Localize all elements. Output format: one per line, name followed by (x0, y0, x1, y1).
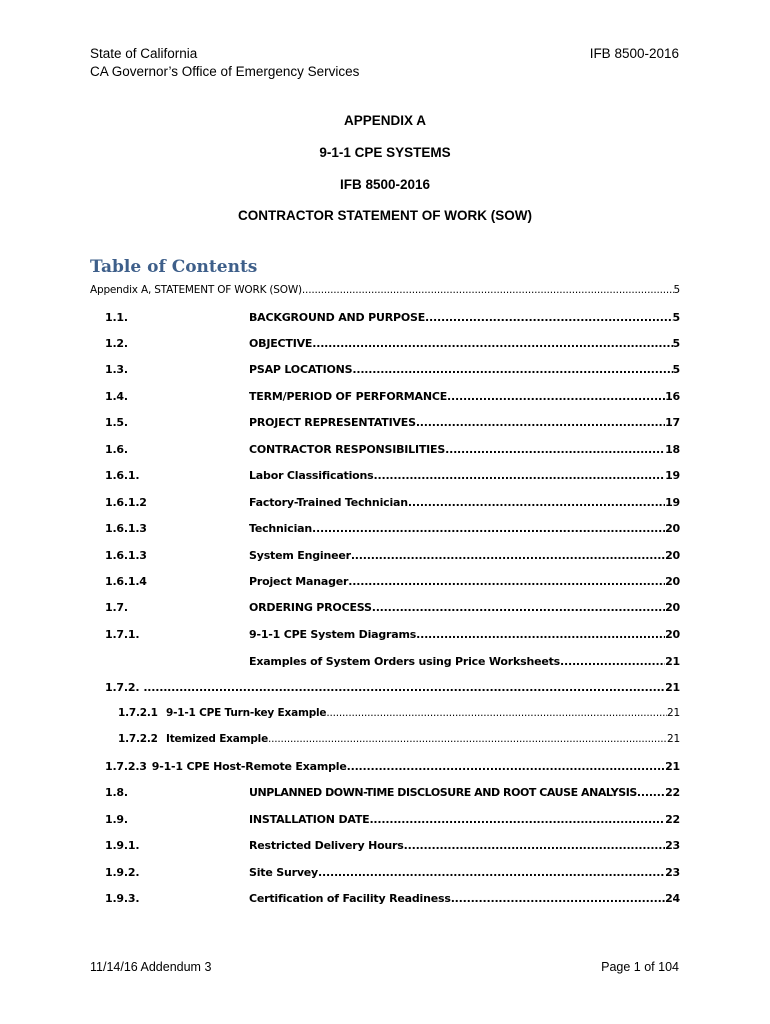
toc-entry[interactable] (105, 760, 680, 773)
toc-heading: Table of Contents (90, 257, 258, 277)
toc-entry-label: 9-1-1 CPE Turn-key Example (166, 707, 327, 719)
toc-entry-number: 1.9.2. (105, 866, 140, 879)
toc-entry[interactable] (105, 575, 680, 588)
toc-entry-number: 1.5. (105, 416, 128, 429)
toc-leader-dots (416, 416, 665, 429)
toc-entry-label: BACKGROUND AND PURPOSE (249, 311, 426, 324)
toc-leader-dots (445, 443, 665, 456)
toc-entry-label: UNPLANNED DOWN-TIME DISCLOSURE AND ROOT CAUSE ANALYSIS (249, 786, 637, 799)
toc-entry-page: 21 (667, 707, 680, 719)
toc-entry-page: 16 (665, 390, 680, 403)
toc-entry-page: 5 (672, 311, 680, 324)
toc-entry-label: Factory-Trained Technician (249, 496, 408, 509)
toc-leader-dots (416, 628, 665, 641)
toc-entry-page: 19 (665, 469, 680, 482)
toc-entry-page: 21 (667, 733, 680, 745)
toc-entry-number: 1.6.1.3 (105, 549, 147, 562)
header-state: State of California (90, 46, 198, 61)
toc-leader-dots (408, 496, 665, 509)
toc-entry-page: 22 (665, 786, 680, 799)
page-header-left (90, 45, 359, 81)
toc-entry-number: 1.7.1. (105, 628, 140, 641)
toc-entry[interactable] (105, 311, 680, 324)
toc-leader-dots (352, 363, 672, 376)
toc-entry-number: 1.9.3. (105, 892, 140, 905)
toc-entry[interactable] (118, 733, 680, 745)
toc-entry[interactable] (105, 866, 680, 879)
toc-leader-dots (404, 839, 665, 852)
toc-entry[interactable] (105, 363, 680, 376)
toc-entry-page: 20 (665, 522, 680, 535)
toc-entry-label: 9-1-1 CPE System Diagrams (249, 628, 417, 641)
toc-leader-dots (347, 760, 665, 773)
toc-entry[interactable] (105, 655, 680, 668)
toc-entry[interactable] (105, 892, 680, 905)
toc-leader-dots (268, 733, 667, 745)
toc-entry[interactable] (105, 522, 680, 535)
toc-entry-number: 1.6.1. (105, 469, 140, 482)
toc-entry[interactable] (105, 813, 680, 826)
toc-entry-number: 1.6. (105, 443, 128, 456)
toc-entry-page: 23 (665, 839, 680, 852)
toc-entry-label: INSTALLATION DATE (249, 813, 370, 826)
toc-entry-page: 21 (665, 760, 680, 773)
toc-entry-label: Restricted Delivery Hours (249, 839, 404, 852)
toc-entry-number: 1.7. (105, 601, 128, 614)
footer-page-number: Page 1 of 104 (601, 960, 679, 974)
toc-entry[interactable] (105, 416, 680, 429)
toc-entry-number: 1.7.2.3 (105, 760, 147, 773)
toc-entry-number: 1.8. (105, 786, 128, 799)
toc-entry-label: System Engineer (249, 549, 351, 562)
toc-entry-page: 20 (665, 575, 680, 588)
toc-leader-dots (312, 337, 672, 350)
toc-entry-label: Examples of System Orders using Price Worksheets (249, 655, 561, 668)
toc-leader-dots (302, 284, 674, 296)
toc-entry-page: 21 (665, 681, 680, 694)
toc-entry-label: Technician (249, 522, 313, 535)
toc-leader-dots (560, 655, 665, 668)
toc-entry-page: 20 (665, 601, 680, 614)
toc-leader-dots (425, 311, 672, 324)
toc-entry-label: Appendix A, STATEMENT OF WORK (SOW) (90, 284, 302, 296)
toc-entry-number: 1.7.2.1 (118, 707, 158, 719)
toc-entry-page: 21 (665, 655, 680, 668)
toc-entry-number: 1.2. (105, 337, 128, 350)
toc-entry-page: 17 (665, 416, 680, 429)
footer-date: 11/14/16 Addendum 3 (90, 960, 212, 974)
toc-entry[interactable] (105, 549, 680, 562)
toc-entry-label: Project Manager (249, 575, 349, 588)
toc-leader-dots (326, 707, 667, 719)
toc-leader-dots (374, 469, 666, 482)
toc-entry[interactable] (105, 681, 680, 694)
toc-entry[interactable] (105, 786, 680, 799)
toc-entry[interactable] (105, 628, 680, 641)
toc-leader-dots (369, 813, 665, 826)
toc-entry-label: Itemized Example (166, 733, 268, 745)
toc-entry-page: 22 (665, 813, 680, 826)
header-agency: CA Governor’s Office of Emergency Services (90, 64, 360, 79)
toc-leader-dots (637, 786, 665, 799)
toc-entry[interactable] (105, 601, 680, 614)
toc-entry[interactable] (105, 337, 680, 350)
toc-entry-number: 1.6.1.2 (105, 496, 147, 509)
toc-entry[interactable] (105, 839, 680, 852)
toc-entry-number: 1.9. (105, 813, 128, 826)
toc-entry-number: 1.1. (105, 311, 128, 324)
toc-entry-number: 1.9.1. (105, 839, 140, 852)
toc-entry-label: PROJECT REPRESENTATIVES (249, 416, 416, 429)
toc-leader-dots (451, 892, 665, 905)
toc-entry[interactable] (118, 707, 680, 719)
toc-entry-label: Certification of Facility Readiness (249, 892, 451, 905)
toc-entry-page: 5 (672, 337, 680, 350)
toc-entry-page: 5 (673, 284, 680, 296)
toc-entry-label: Labor Classifications (249, 469, 374, 482)
toc-leader-dots (372, 601, 665, 614)
toc-entry-label: 9-1-1 CPE Host-Remote Example (151, 760, 347, 773)
toc-entry-number: 1.3. (105, 363, 128, 376)
toc-entry-number: 1.6.1.3 (105, 522, 147, 535)
toc-entry-page: 20 (665, 549, 680, 562)
toc-entry[interactable] (105, 443, 680, 456)
toc-leader-dots (143, 681, 665, 694)
toc-entry[interactable] (105, 390, 680, 403)
title-system: 9-1-1 CPE SYSTEMS (319, 145, 451, 160)
toc-entry-page: 20 (665, 628, 680, 641)
toc-entry-page: 19 (665, 496, 680, 509)
toc-leader-dots (447, 390, 665, 403)
title-appendix: APPENDIX A (343, 113, 426, 128)
toc-entry[interactable] (105, 496, 680, 509)
toc-leader-dots (351, 549, 665, 562)
toc-entry-number: 1.4. (105, 390, 128, 403)
toc-entry-label: PSAP LOCATIONS (249, 363, 353, 376)
toc-entry-page: 18 (665, 443, 680, 456)
toc-entry[interactable] (105, 469, 680, 482)
toc-entry-number: 1.7.2. (105, 681, 140, 694)
toc-entry-label: Site Survey (249, 866, 319, 879)
toc-entry-label: ORDERING PROCESS (249, 601, 372, 614)
title-ifb: IFB 8500-2016 (339, 177, 431, 192)
toc-entry-page: 5 (672, 363, 680, 376)
toc-leader-dots (318, 866, 665, 879)
toc-entry-number: 1.7.2.2 (118, 733, 158, 745)
toc-leader-dots (348, 575, 665, 588)
toc-entry-page: 24 (665, 892, 680, 905)
title-sow: CONTRACTOR STATEMENT OF WORK (SOW) (238, 208, 532, 223)
toc-entry[interactable] (90, 284, 680, 296)
toc-leader-dots (312, 522, 665, 535)
toc-entry-label: CONTRACTOR RESPONSIBILITIES (249, 443, 446, 456)
toc-entry-page: 23 (665, 866, 680, 879)
toc-entry-label: TERM/PERIOD OF PERFORMANCE (249, 390, 448, 403)
toc-entry-label: OBJECTIVE (249, 337, 313, 350)
toc-entry-number: 1.6.1.4 (105, 575, 147, 588)
header-ifb-number: IFB 8500-2016 (589, 46, 679, 61)
